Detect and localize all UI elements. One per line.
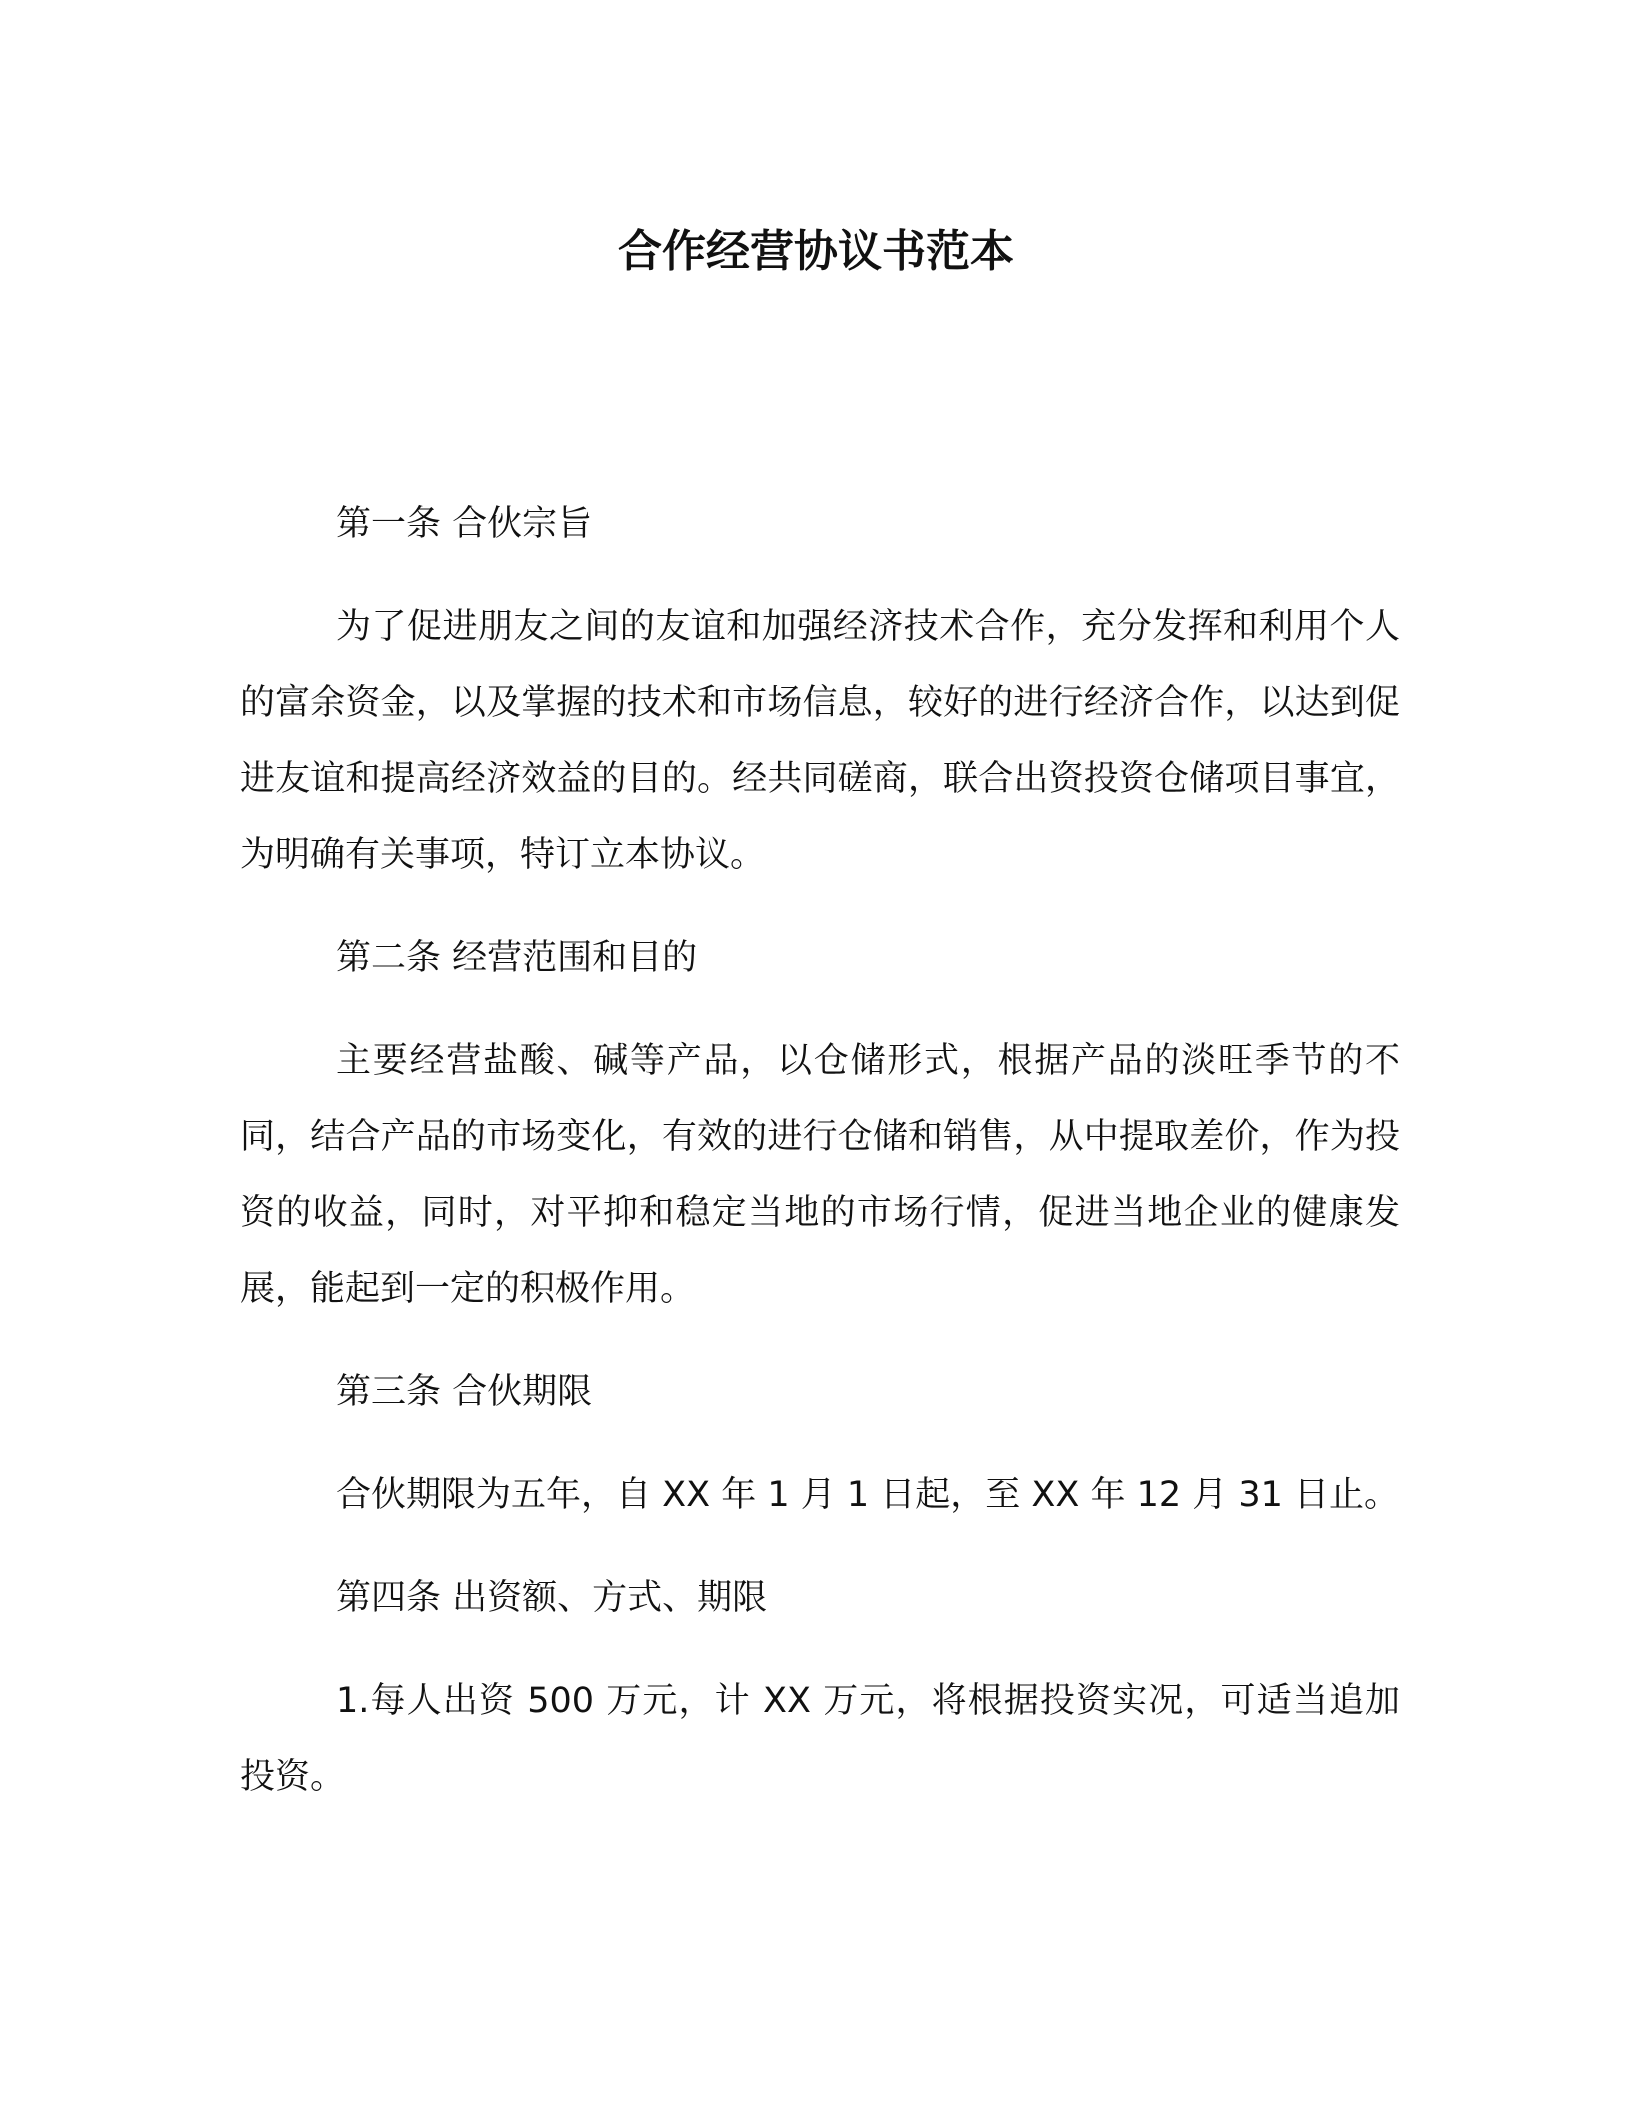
section-paragraph-4: 1.每人出资 500 万元，计 XX 万元，将根据投资实况，可适当追加投资。 xyxy=(240,1681,1400,1797)
section-heading-1: 第一条 合伙宗旨 xyxy=(336,504,593,544)
section-heading-4: 第四条 出资额、方式、期限 xyxy=(336,1578,768,1618)
section-paragraph-2: 主要经营盐酸、碱等产品，以仓储形式，根据产品的淡旺季节的不同，结合产品的市场变化，有效的进行仓储和销售，从中提取差价，作为投资的收益，同时，对平抑和稳定当地的市场行情，促进当地企业的健康发展，能起到一定的积极作用。 xyxy=(240,1041,1400,1309)
document-title: 合作经营协议书范本 xyxy=(618,226,1014,277)
section-paragraph-3: 合伙期限为五年，自 XX 年 1 月 1 日起，至 XX 年 12 月 31 日止。 xyxy=(336,1475,1400,1515)
section-paragraph-1: 为了促进朋友之间的友谊和加强经济技术合作，充分发挥和利用个人的富余资金，以及掌握的技术和市场信息，较好的进行经济合作，以达到促进友谊和提高经济效益的目的。经共同磋商，联合出资投资仓储项目事宜，为明确有关事项，特订立本协议。 xyxy=(240,607,1400,875)
section-heading-2: 第二条 经营范围和目的 xyxy=(336,938,698,978)
document-body xyxy=(240,486,1400,1842)
section-heading-3: 第三条 合伙期限 xyxy=(336,1372,593,1412)
